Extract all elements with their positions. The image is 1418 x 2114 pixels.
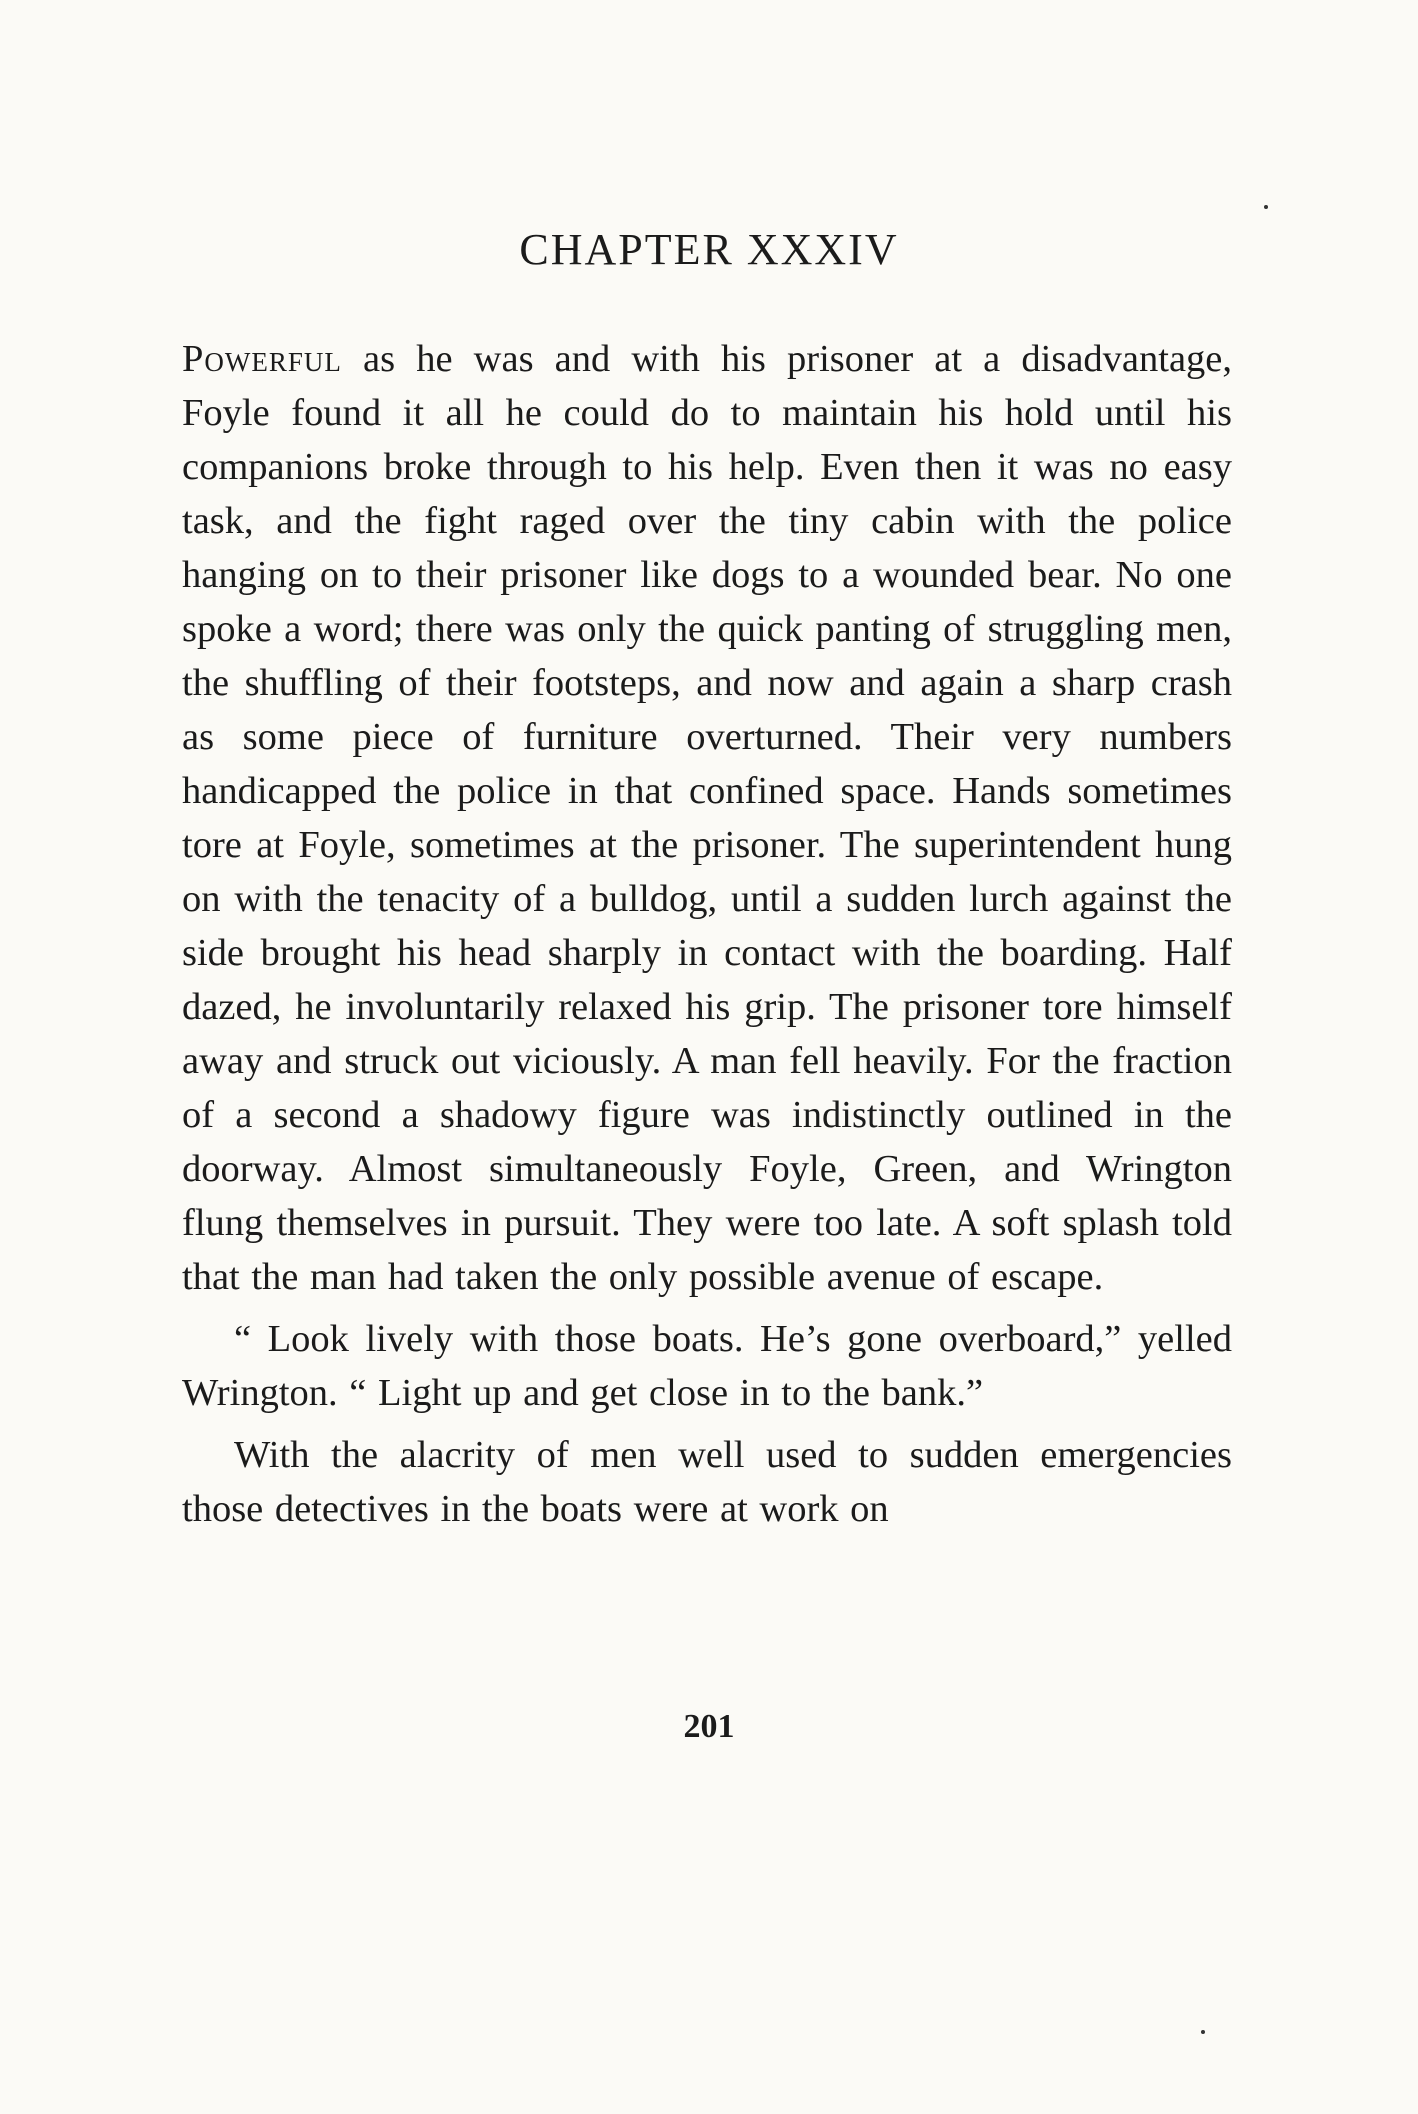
paragraph-1-text: as he was and with his prisoner at a disadvantage, Foyle found it all he could do to maintain his hold until his companions broke through to his help. Even then it was no easy task, and the fight raged over the tiny cabin with the police hanging on to their prisoner like dogs to a wounded bear. No one spoke a word; there was only the quick panting of struggling men, the shuffling of their footsteps, and now and again a sharp crash as some piece of furniture overturned. Their very numbers handicapped the police in that confined space. Hands sometimes tore at Foyle, sometimes at the prisoner. The superintendent hung on with the tenacity of a bulldog, until a sudden lurch against the side brought his head sharply in contact with the boarding. Half dazed, he involuntarily relaxed his grip. The prisoner tore himself away and struck out viciously. A man fell heavily. For the fraction of a second a shadowy figure was indistinctly outlined in the doorway. Almost simultaneously Foyle, Green, and Wrington flung themselves in pursuit. They were too late. A soft splash told that the man had taken the only possible avenue of escape. [182, 338, 1232, 1298]
paragraph-3: With the alacrity of men well used to sudden emergencies those detectives in the boats were at work on [182, 1434, 1232, 1530]
print-speck [1264, 205, 1268, 209]
paragraph-1 [182, 332, 1232, 1304]
chapter-title: CHAPTER XXXIV [519, 225, 899, 274]
page-number: 201 [683, 1708, 735, 1745]
print-speck [1201, 2030, 1205, 2034]
paragraph-lead-word: Powerful [182, 338, 342, 380]
paragraph-2: “ Look lively with those boats. He’s gone overboard,” yelled Wrington. “ Light up and get close in to the bank.” [182, 1318, 1232, 1414]
body-text [182, 332, 1232, 1536]
